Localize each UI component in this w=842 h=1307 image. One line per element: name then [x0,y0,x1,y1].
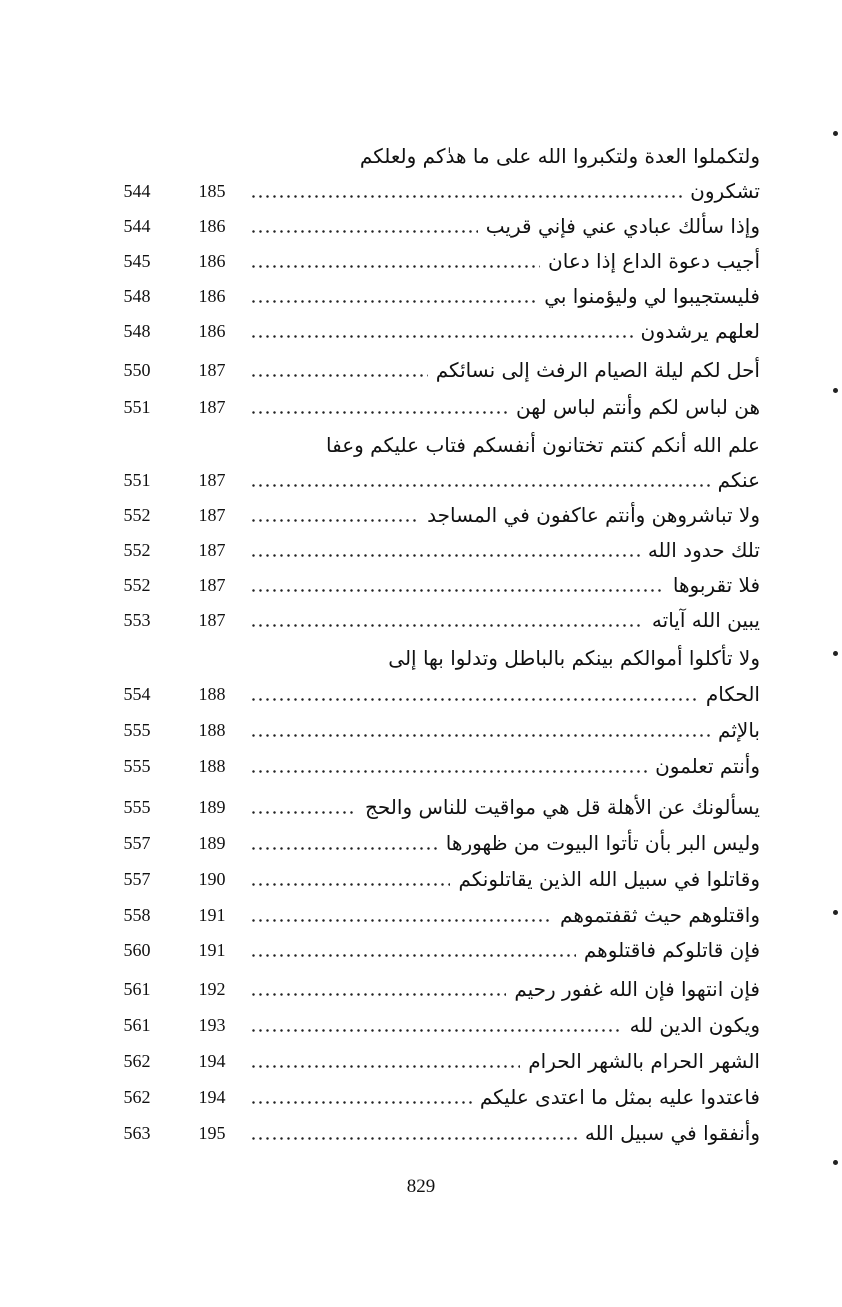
entry-text-line [250,971,760,1007]
entry-text: بالإثم [718,718,760,742]
entry-text-line [250,208,760,244]
dot-leader [250,1131,577,1145]
dot-leader [250,841,438,855]
index-entry [0,602,842,638]
dot-leader [250,405,508,419]
dot-leader [250,913,552,927]
entry-text: علم الله أنكم كنتم تختانون أنفسكم فتاب عليكم وعفا [326,433,760,457]
verse-number: 190 [198,869,226,889]
page-reference: 552 [123,505,151,525]
page-reference: 544 [123,181,151,201]
page-reference: 561 [123,1015,151,1035]
index-entry [0,278,842,314]
index-entry [0,352,842,388]
page-reference: 552 [123,575,151,595]
entry-text: تشكرون [690,179,760,203]
entry-text: لعلهم يرشدون [640,319,760,343]
entry-text: عنكم [717,468,760,492]
index-entry [0,748,842,784]
entry-text-line [250,567,760,603]
verse-number: 187 [198,610,226,630]
verse-number: 192 [198,979,226,999]
verse-number: 194 [198,1051,226,1071]
dot-leader [250,948,576,962]
entry-text-line [250,748,760,784]
page-reference: 551 [123,397,151,417]
dot-leader [250,877,450,891]
index-entry [0,208,842,244]
dot-leader [250,1059,520,1073]
entry-text: فليستجيبوا لي وليؤمنوا بي [544,284,760,308]
verse-number: 193 [198,1015,226,1035]
index-entry [0,1007,842,1043]
page-reference: 552 [123,540,151,560]
entry-text: فلا تقربوها [672,573,760,597]
verse-number: 187 [198,470,226,490]
verse-number: 194 [198,1087,226,1107]
entry-text: ولا تباشروهن وأنتم عاكفون في المساجد [427,503,760,527]
entry-text: فاعتدوا عليه بمثل ما اعتدى عليكم [479,1085,760,1109]
entry-text-line [250,173,760,209]
verse-number: 186 [198,286,226,306]
verse-number: 195 [198,1123,226,1143]
dot-leader [250,548,640,562]
index-entry [0,1115,842,1151]
page-reference: 548 [123,321,151,341]
dot-leader [250,987,506,1001]
entry-text-line [250,313,760,349]
page-reference: 562 [123,1087,151,1107]
verse-number: 187 [198,505,226,525]
verse-number: 186 [198,216,226,236]
margin-mark [833,651,838,656]
verse-number: 187 [198,360,226,380]
verse-number: 187 [198,575,226,595]
entry-text-line [250,497,760,533]
index-entry [0,971,842,1007]
index-entry [0,1079,842,1115]
page-reference: 550 [123,360,151,380]
dot-leader [250,478,710,492]
entry-text-line [250,602,760,638]
verse-number: 191 [198,940,226,960]
page-reference: 555 [123,720,151,740]
dot-leader [250,189,682,203]
page-reference: 553 [123,610,151,630]
dot-leader [250,329,633,343]
entry-text-line [250,861,760,897]
index-entry [0,389,842,425]
page-reference: 557 [123,833,151,853]
page-reference: 558 [123,905,151,925]
verse-number: 189 [198,797,226,817]
entry-text-line [250,1115,760,1151]
verse-number: 187 [198,397,226,417]
page-reference: 557 [123,869,151,889]
entry-text-line [250,676,760,712]
verse-number: 188 [198,684,226,704]
entry-text-line [250,462,760,498]
index-entry [0,462,842,498]
entry-text: ويكون الدين لله [629,1013,760,1037]
entry-text-line [250,532,760,568]
index-entry [0,825,842,861]
verse-number: 188 [198,756,226,776]
margin-mark [833,910,838,915]
entry-text-line [250,243,760,279]
index-entry [0,532,842,568]
entry-text: هن لباس لكم وأنتم لباس لهن [516,395,760,419]
dot-leader [250,583,665,597]
entry-text: يسألونك عن الأهلة قل هي مواقيت للناس والحج [364,795,760,819]
dot-leader [250,764,647,778]
verse-number: 186 [198,321,226,341]
entry-text: وأنتم تعلمون [655,754,760,778]
index-entry [0,243,842,279]
verse-number: 187 [198,540,226,560]
margin-mark [833,131,838,136]
verse-number: 185 [198,181,226,201]
dot-leader [250,1095,472,1109]
index-entry [0,567,842,603]
dot-leader [250,805,357,819]
index-entry [0,861,842,897]
entry-text: فإن انتهوا فإن الله غفور رحيم [514,977,760,1001]
entry-text-line [250,1079,760,1115]
dot-leader [250,692,698,706]
entry-text: أجيب دعوة الداع إذا دعان [548,249,760,273]
entry-text: الحكام [705,682,760,706]
entry-text: وإذا سألك عبادي عني فإني قريب [485,214,760,238]
index-entry [0,138,842,174]
entry-text: تلك حدود الله [647,538,760,562]
page-reference: 551 [123,470,151,490]
index-entry [0,932,842,968]
verse-number: 186 [198,251,226,271]
dot-leader [250,224,478,238]
entry-text: الشهر الحرام بالشهر الحرام [528,1049,760,1073]
page-reference: 555 [123,797,151,817]
entry-text: ولتكملوا العدة ولتكبروا الله على ما هدٰكم ولعلكم [359,144,760,168]
dot-leader [250,618,644,632]
dot-leader [250,294,536,308]
page-reference: 561 [123,979,151,999]
page-reference: 555 [123,756,151,776]
margin-mark [833,388,838,393]
index-entry [0,497,842,533]
index-entry [0,640,842,676]
entry-text-line [250,352,760,388]
entry-text-line [250,389,760,425]
page-reference: 545 [123,251,151,271]
entry-text-line [250,897,760,933]
verse-number: 189 [198,833,226,853]
dot-leader [250,259,540,273]
page-reference: 544 [123,216,151,236]
page-reference: 554 [123,684,151,704]
page-reference: 548 [123,286,151,306]
verse-number: 188 [198,720,226,740]
index-entry [0,427,842,463]
entry-text: يبين الله آياته [651,608,760,632]
entry-text: وقاتلوا في سبيل الله الذين يقاتلونكم [458,867,760,891]
entry-text: أحل لكم ليلة الصيام الرفث إلى نسائكم [435,358,760,382]
entry-text-line [250,932,760,968]
margin-mark [833,1160,838,1165]
index-entry [0,897,842,933]
entry-text: ولا تأكلوا أموالكم بينكم بالباطل وتدلوا بها إلى [388,646,760,670]
page-reference: 562 [123,1051,151,1071]
page-reference: 560 [123,940,151,960]
index-entry [0,1043,842,1079]
entry-text: فإن قاتلوكم فاقتلوهم [583,938,760,962]
index-entry [0,712,842,748]
page-number: 829 [406,1176,436,1197]
dot-leader [250,513,419,527]
entry-text: وليس البر بأن تأتوا البيوت من ظهورها [445,831,760,855]
entry-text-line [250,1007,760,1043]
entry-text: واقتلوهم حيث ثقفتموهم [560,903,760,927]
index-entry [0,789,842,825]
verse-number: 191 [198,905,226,925]
entry-text: وأنفقوا في سبيل الله [584,1121,760,1145]
index-entry [0,676,842,712]
entry-text-line [250,1043,760,1079]
dot-leader [250,1023,622,1037]
dot-leader [250,728,710,742]
page-reference: 563 [123,1123,151,1143]
entry-text-line [250,789,760,825]
entry-text-line [250,712,760,748]
dot-leader [250,368,428,382]
entry-text-line [250,278,760,314]
entry-text-line [250,825,760,861]
index-entry [0,313,842,349]
index-entry [0,173,842,209]
